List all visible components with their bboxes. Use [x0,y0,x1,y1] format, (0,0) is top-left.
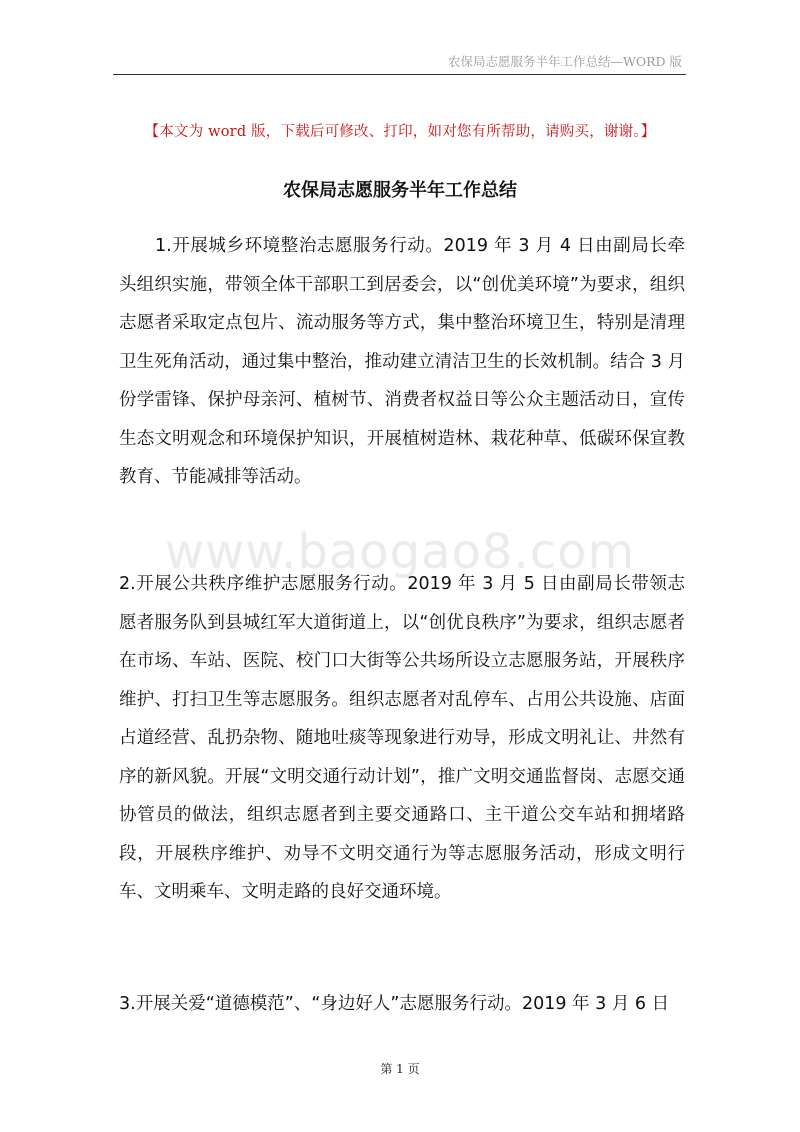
document-title: 农保局志愿服务半年工作总结 [283,180,517,201]
header-divider [113,74,686,75]
download-notice: 【本文为 word 版，下载后可修改、打印，如对您有所帮助，请购买，谢谢。】 [144,124,656,140]
page-number: 第 1 页 [380,1062,420,1076]
paragraph-2: 2.开展公共秩序维护志愿服务行动。2019 年 3 月 5 日由副局长带领志愿者服务队到县城红军大道街道上，以“创优良秩序”为要求，组织志愿者在市场、车站、医院、校门口大街等公共场所设立志愿服务站，开展秩序维护、打扫卫生等志愿服务。组织志愿者对乱停车、占用公共设施、店面占道经营、乱扔杂物、随地吐痰等现象进行劝导，形成文明礼让、井然有序的新风貌。开展“文明交通行动计划”，推广文明交通监督岗、志愿交通协管员的做法，组织志愿者到主要交通路口、主干道公交车站和拥堵路段，开展秩序维护、劝导不文明交通行为等志愿服务活动，形成文明行车、文明乘车、文明走路的良好交通环境。 [119,574,685,902]
paragraph-3: 3.开展关爱“道德模范”、“身边好人”志愿服务行动。2019 年 3 月 6 日 [119,994,670,1014]
watermark-text: www.baogao8.com [164,524,636,580]
running-header: 农保局志愿服务半年工作总结—WORD 版 [447,54,682,69]
paragraph-1: 1.开展城乡环境整治志愿服务行动。2019 年 3 月 4 日由副局长牵头组织实施，带领全体干部职工到居委会，以“创优美环境”为要求，组织志愿者采取定点包片、流动服务等方式，集中整治环境卫生，特别是清理卫生死角活动，通过集中整治，推动建立清洁卫生的长效机制。结合 3 月份学雷锋、保护母亲河、植树节、消费者权益日等公众主题活动日，宣传生态文明观念和环境保护知识，开展植树造林、栽花种草、低碳环保宣教教育、节能减排等活动。 [119,236,685,487]
